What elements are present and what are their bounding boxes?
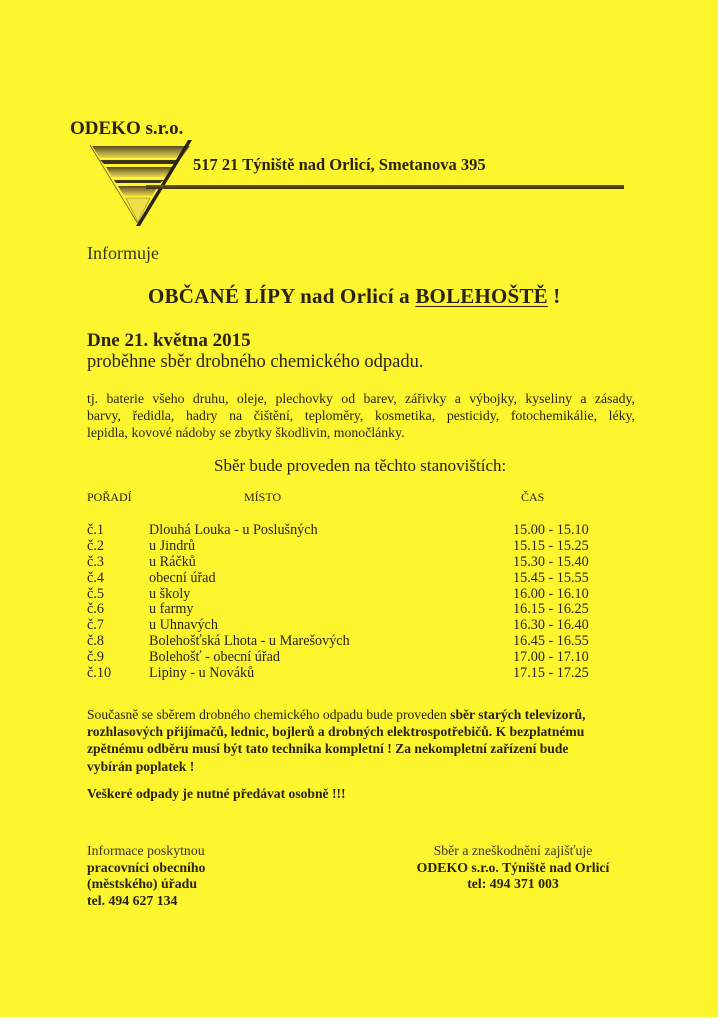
column-header-place: MÍSTO [244, 490, 282, 504]
accepted-items-paragraph [87, 390, 635, 441]
row-order: č.9 [87, 649, 104, 666]
informs-label: Informuje [87, 243, 159, 263]
row-time: 15.15 - 15.25 [513, 537, 589, 554]
column-header-time: ČAS [521, 490, 545, 504]
contact-left-line: Informace poskytnou [87, 843, 205, 858]
note-line [87, 758, 635, 775]
electronics-collection-note [87, 706, 635, 775]
note-line [87, 723, 635, 740]
company-name: ODEKO s.r.o. [70, 118, 184, 139]
audience-place: BOLEHOŠTĚ [415, 284, 548, 308]
row-order: č.10 [87, 665, 112, 682]
row-time: 17.15 - 17.25 [513, 665, 589, 682]
row-order: č.2 [87, 537, 104, 554]
note-line-bold: rozhlasových přijímačů, lednic, bojlerů a drobných elektrospotřebičů. K bezplatnému [87, 724, 585, 740]
header-divider [146, 185, 624, 189]
note-line-bold: sběr starých televizorů, [450, 707, 586, 722]
schedule-row [87, 666, 627, 682]
row-order: č.7 [87, 617, 104, 634]
accepted-items-line: barvy, ředidla, hadry na čištění, teploměry, kosmetika, pesticidy, fotochemikálie, léky, [87, 408, 635, 423]
note-line [87, 706, 635, 723]
note-line-bold: vybírán poplatek ! [87, 758, 195, 774]
row-place: u Ráčků [149, 553, 196, 570]
audience-prefix: OBČANÉ LÍPY nad Orlicí a [148, 284, 416, 308]
accepted-items-line: lepidla, kovové nádoby se zbytky škodlivin, monočlánky. [87, 425, 405, 440]
row-place: u Uhnavých [149, 617, 218, 634]
stations-heading: Sběr bude proveden na těchto stanovištích: [214, 456, 507, 475]
schedule-table [87, 523, 627, 682]
note-line [87, 740, 635, 757]
row-place: u školy [149, 585, 191, 602]
row-time: 16.00 - 16.10 [513, 585, 589, 602]
personal-handover-note: Veškeré odpady je nutné předávat osobně !!! [87, 786, 346, 801]
contact-right-line: ODEKO s.r.o. Týniště nad Orlicí [416, 859, 610, 875]
row-order: č.4 [87, 569, 104, 586]
accepted-items-line: tj. baterie všeho druhu, oleje, plechovky od barev, zářivky a výbojky, kyseliny a zásady, [87, 391, 635, 406]
row-time: 16.30 - 16.40 [513, 617, 589, 634]
row-time: 16.45 - 16.55 [513, 633, 589, 650]
municipal-contact [87, 843, 205, 909]
row-order: č.5 [87, 585, 104, 602]
schedule-row [87, 650, 627, 666]
schedule-row [87, 523, 627, 539]
row-place: Bolehošťská Lhota - u Marešových [149, 633, 350, 650]
schedule-row [87, 555, 627, 571]
row-time: 17.00 - 17.10 [513, 649, 589, 666]
row-order: č.3 [87, 553, 104, 570]
schedule-row [87, 539, 627, 555]
schedule-row [87, 571, 627, 587]
row-place: obecní úřad [149, 569, 216, 586]
audience-suffix: ! [547, 284, 561, 308]
row-order: č.6 [87, 601, 104, 618]
row-place: u Jindrů [149, 537, 196, 554]
contact-right-line: Sběr a zneškodnění zajišťuje [433, 843, 593, 858]
row-time: 15.45 - 15.55 [513, 569, 589, 586]
row-order: č.8 [87, 633, 104, 650]
contact-left-line: pracovníci obecního [87, 859, 206, 875]
note-line-regular: Současně se sběrem drobného chemického odpadu bude proveden [87, 707, 451, 722]
company-address: 517 21 Týniště nad Orlicí, Smetanova 395 [193, 155, 486, 174]
row-time: 15.00 - 15.10 [513, 522, 589, 538]
row-time: 15.30 - 15.40 [513, 553, 589, 570]
note-line-bold: zpětnému odběru musí být tato technika kompletní ! Za nekompletní zařízení bude [87, 741, 569, 757]
contact-left-phone: tel. 494 627 134 [87, 892, 178, 908]
column-header-order: POŘADÍ [87, 490, 132, 504]
collection-intro: proběhne sběr drobného chemického odpadu. [87, 352, 424, 372]
row-place: u farmy [149, 601, 194, 618]
contact-right-phone: tel: 494 371 003 [467, 876, 559, 891]
row-time: 16.15 - 16.25 [513, 601, 589, 618]
audience-headline [148, 284, 561, 309]
schedule-row [87, 618, 627, 634]
row-order: č.1 [87, 522, 104, 538]
contact-left-line: (městského) úřadu [87, 876, 197, 891]
schedule-row [87, 634, 627, 650]
row-place: Dlouhá Louka - u Poslušných [149, 522, 318, 538]
collection-date: Dne 21. května 2015 [87, 330, 251, 351]
row-place: Bolehošť - obecní úřad [149, 649, 280, 666]
schedule-row [87, 587, 627, 603]
odeko-contact [400, 843, 626, 893]
schedule-row [87, 602, 627, 618]
row-place: Lipiny - u Nováků [149, 665, 255, 682]
